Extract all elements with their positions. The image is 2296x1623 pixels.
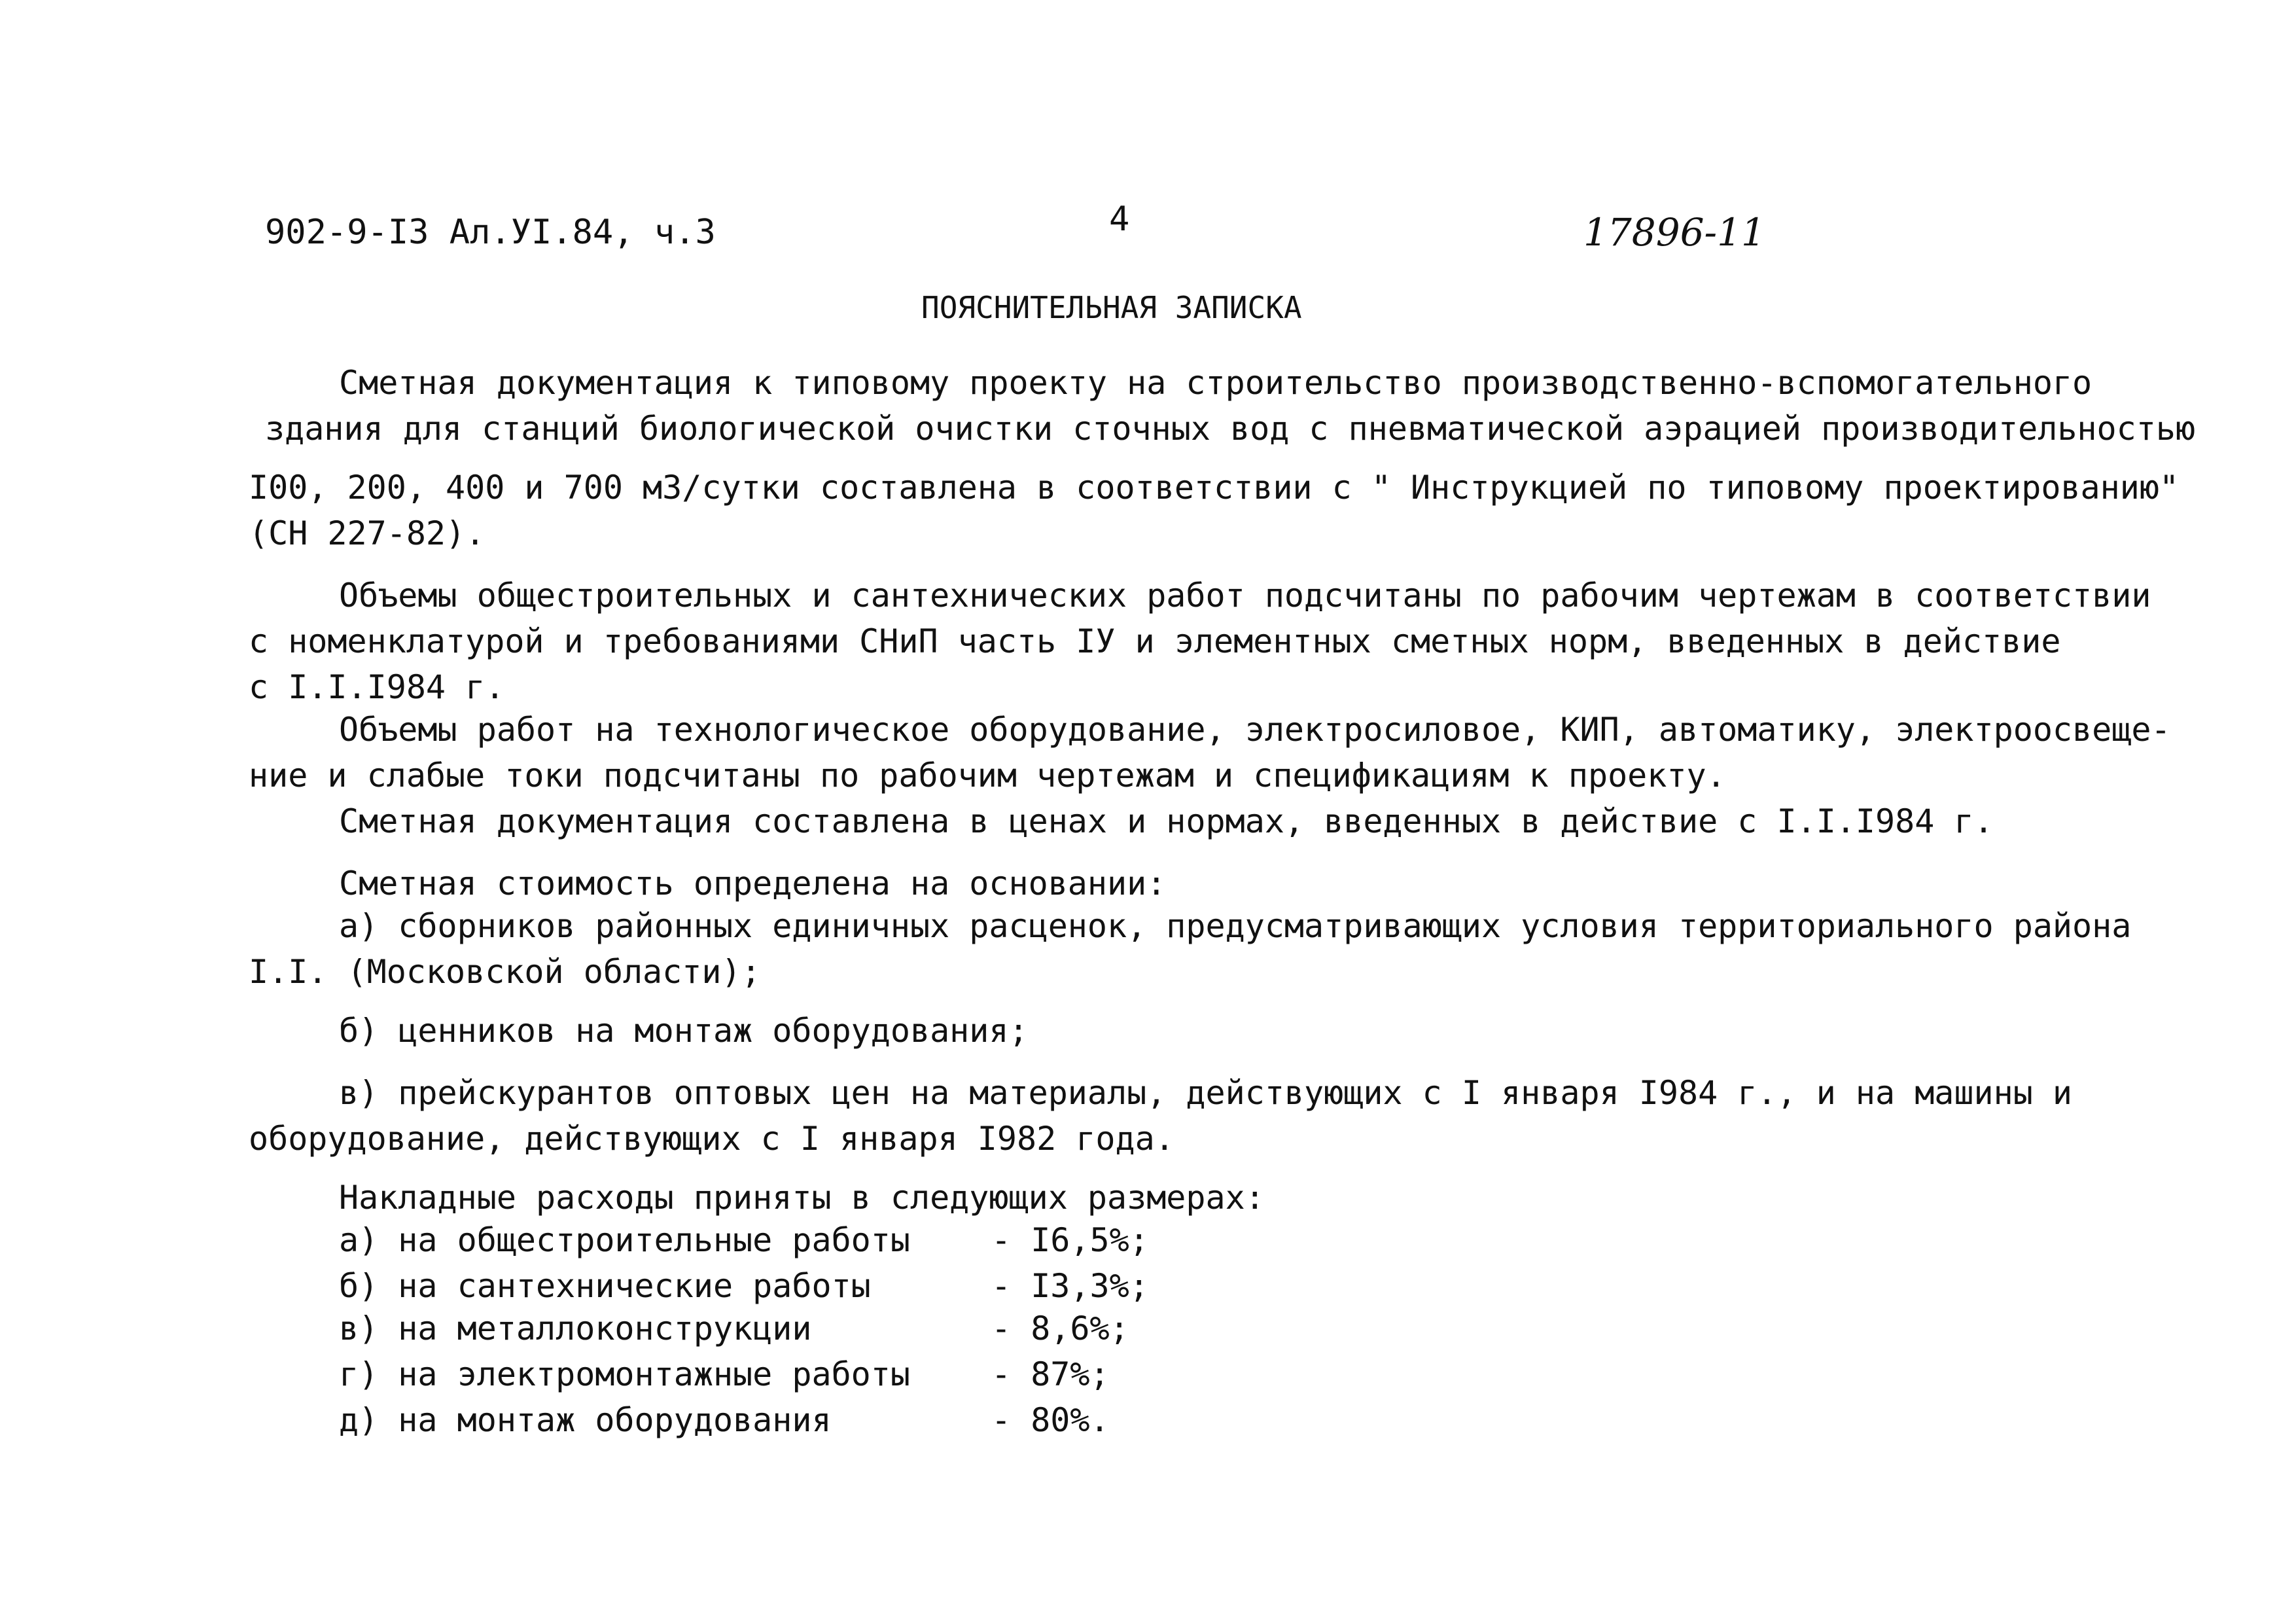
paragraph-3-line-1: Объемы работ на технологическое оборудование, электросиловое, КИП, автоматику, электроосвеще- bbox=[339, 711, 2171, 749]
paragraph-5-item-b: б) ценников на монтаж оборудования; bbox=[339, 1012, 1029, 1050]
overhead-row-value: - 87%; bbox=[991, 1355, 1110, 1393]
paragraph-1-line-3: I00, 200, 400 и 700 м3/сутки составлена в соответствии с " Инструкцией по типовому проектированию" bbox=[249, 469, 2180, 507]
paragraph-2-line-2: с номенклатурой и требованиями СНиП часть IУ и элементных сметных норм, введенных в действие bbox=[249, 622, 2061, 660]
overhead-row-value: - I6,5%; bbox=[991, 1221, 1149, 1259]
document-title: ПОЯСНИТЕЛЬНАЯ ЗАПИСКА bbox=[921, 290, 1302, 325]
paragraph-4: Сметная документация составлена в ценах и нормах, введенных в действие с I.I.I984 г. bbox=[339, 802, 1994, 840]
paragraph-2-line-3: с I.I.I984 г. bbox=[249, 668, 505, 706]
overhead-row-label: б) на сантехнические работы bbox=[339, 1267, 871, 1305]
paragraph-5-intro: Сметная стоимость определена на основании: bbox=[339, 865, 1167, 902]
overhead-row-value: - 80%. bbox=[991, 1401, 1110, 1439]
paragraph-5-item-c-line-2: оборудование, действующих с I января I982 года. bbox=[249, 1120, 1174, 1158]
overhead-row-value: - I3,3%; bbox=[991, 1267, 1149, 1305]
header-page-number: 4 bbox=[1109, 200, 1130, 239]
paragraph-2-line-1: Объемы общестроительных и сантехнических работ подсчитаны по рабочим чертежам в соответствии bbox=[339, 577, 2151, 615]
paragraph-1-line-4: (СН 227-82). bbox=[249, 514, 486, 552]
overhead-row-label: в) на металлоконструкции bbox=[339, 1310, 812, 1347]
paragraph-5-item-c-line-1: в) прейскурантов оптовых цен на материалы, действующих с I января I984 г., и на машины и bbox=[339, 1074, 2073, 1112]
paragraph-1-line-1: Сметная документация к типовому проекту на строительство производственно-вспомогательного bbox=[339, 364, 2093, 402]
overhead-row-label: а) на общестроительные работы bbox=[339, 1221, 910, 1259]
overhead-row-label: д) на монтаж оборудования bbox=[339, 1401, 832, 1439]
paragraph-3-line-2: ние и слабые токи подсчитаны по рабочим чертежам и спецификациям к проекту. bbox=[249, 757, 1726, 794]
paragraph-5-item-a-line-2: I.I. (Московской области); bbox=[249, 953, 761, 991]
overhead-row-value: - 8,6%; bbox=[991, 1310, 1129, 1347]
overhead-row-label: г) на электромонтажные работы bbox=[339, 1355, 910, 1393]
header-handwritten-number: 17896-11 bbox=[1583, 210, 1765, 255]
overhead-intro: Накладные расходы приняты в следующих размерах: bbox=[339, 1179, 1265, 1217]
paragraph-1-line-2: здания для станций биологической очистки сточных вод с пневматической аэрацией производительностью bbox=[265, 410, 2196, 448]
paragraph-5-item-a-line-1: а) сборников районных единичных расценок, предусматривающих условия территориального района bbox=[339, 907, 2132, 945]
header-document-code: 902-9-I3 Ал.УI.84, ч.3 bbox=[265, 213, 716, 252]
